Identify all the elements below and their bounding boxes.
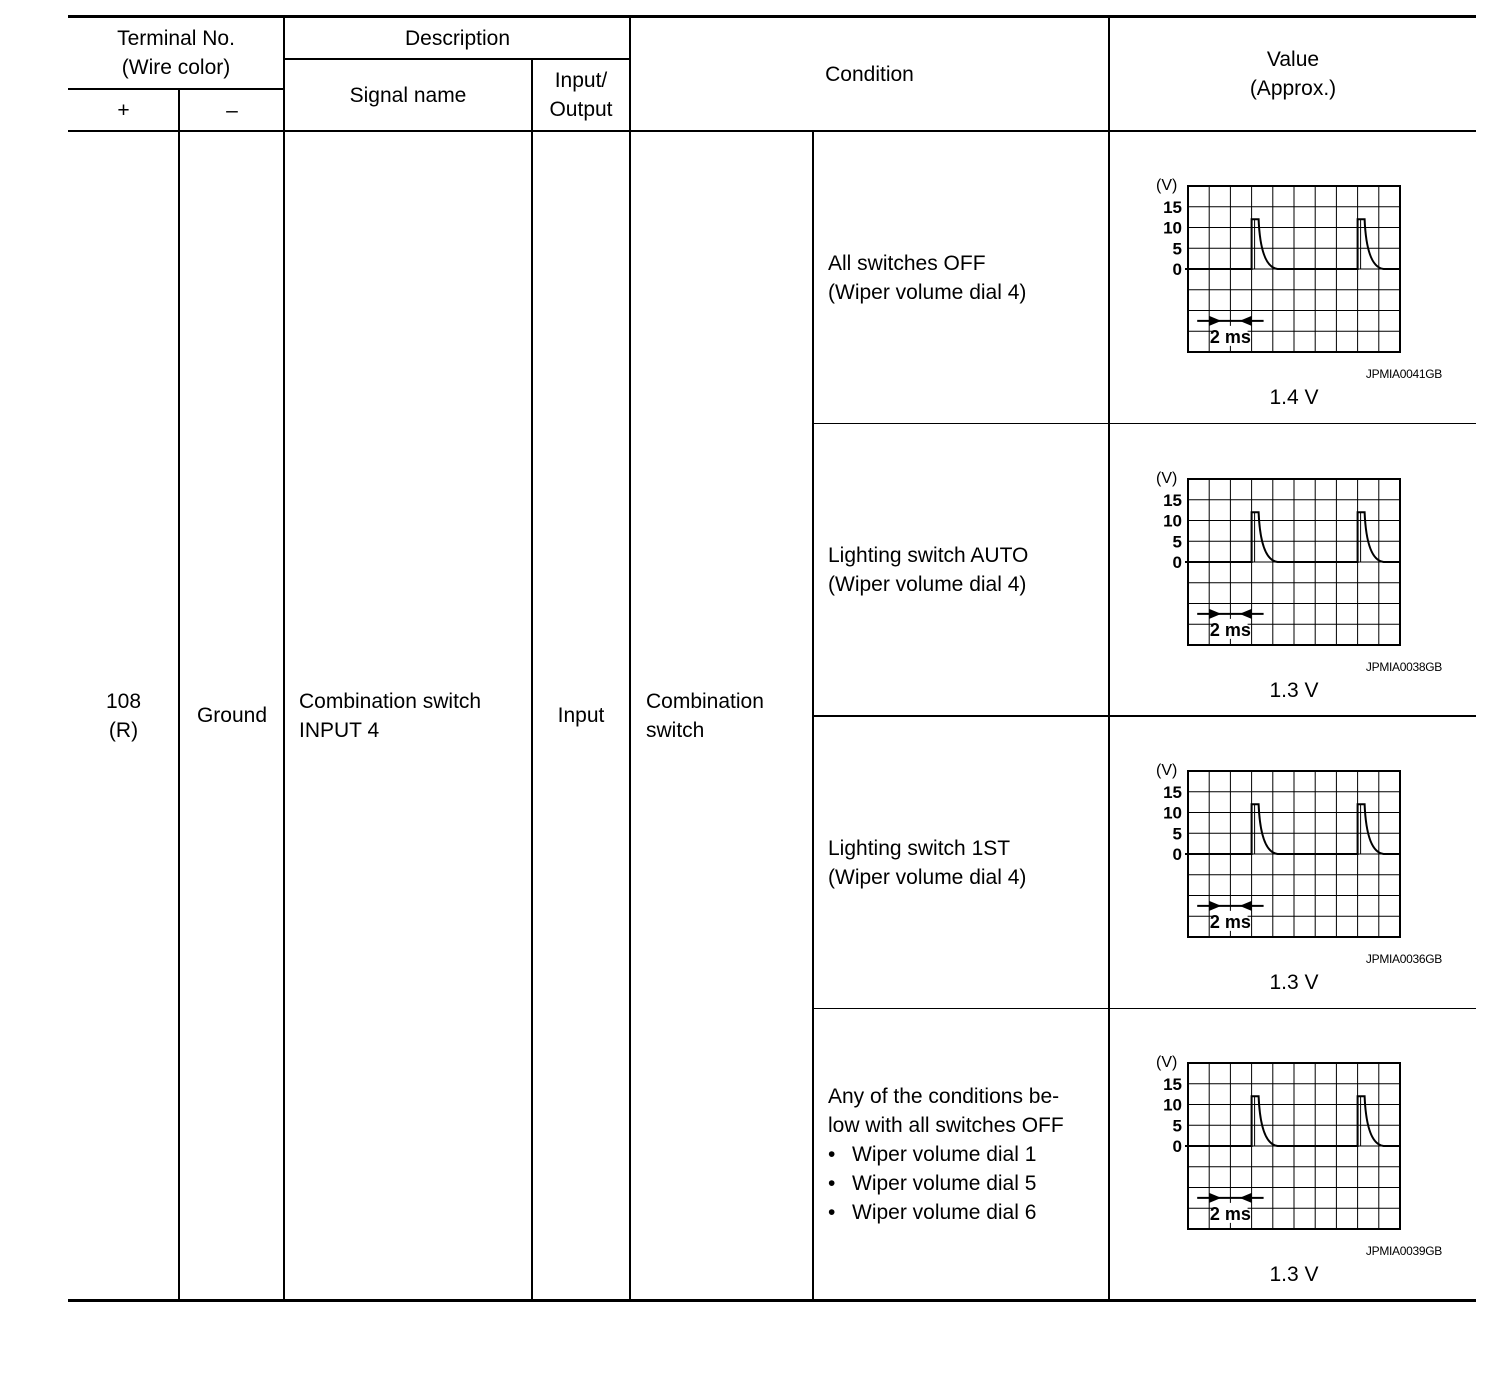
y-tick-label: 5 <box>1172 532 1182 552</box>
condition-2-line-1: Lighting switch AUTO <box>828 543 1029 567</box>
condition-4-bullet-3 <box>828 1198 1036 1227</box>
figure-code-4: JPMIA0039GB <box>1365 1244 1442 1258</box>
input-output-label-1: Input/ <box>554 69 608 92</box>
waveform-trace <box>1185 219 1400 269</box>
io-cell <box>533 132 629 1299</box>
description-label: Description <box>404 26 511 50</box>
y-tick-label: 0 <box>1172 553 1182 572</box>
y-tick-label: 10 <box>1163 511 1182 531</box>
input-output-label-2: Output <box>549 98 613 121</box>
bullet-text: Wiper volume dial 5 <box>852 1171 1037 1195</box>
terminal-number: 108 <box>105 689 142 713</box>
value-4: 1.3 V <box>1269 1263 1319 1286</box>
bullet-text: Wiper volume dial 6 <box>852 1200 1037 1224</box>
condition-4-line-2: low with all switches OFF <box>828 1113 1064 1137</box>
time-scale-label: 2 ms <box>1209 326 1251 347</box>
time-marker-arrow <box>1240 316 1252 326</box>
time-marker-arrow <box>1240 1193 1252 1203</box>
condition-1-line-1: All switches OFF <box>828 251 986 275</box>
condition-header <box>631 18 1108 130</box>
y-tick-label: 15 <box>1163 1074 1182 1094</box>
condition-2-line-2: (Wiper volume dial 4) <box>828 572 1027 596</box>
terminal-plus-cell <box>68 132 179 1299</box>
waveform-chart-4 <box>1150 1051 1410 1236</box>
bullet-text: Wiper volume dial 1 <box>852 1142 1037 1166</box>
condition-4-bullet-2 <box>828 1169 1036 1198</box>
condition-4-bullet-1 <box>828 1140 1036 1169</box>
unit-label: (V) <box>1156 762 1178 779</box>
y-tick-label: 15 <box>1163 782 1182 802</box>
y-tick-label: 5 <box>1172 239 1182 259</box>
time-marker-arrow <box>1240 609 1252 619</box>
bullet-icon: • <box>828 1200 836 1224</box>
terminal-no-header <box>68 18 284 88</box>
time-scale-label: 2 ms <box>1209 1203 1251 1224</box>
y-tick-label: 15 <box>1163 197 1182 217</box>
minus-label: – <box>226 98 238 122</box>
condition-1-line-2: (Wiper volume dial 4) <box>828 280 1027 304</box>
figure-code-3: JPMIA0036GB <box>1365 952 1442 966</box>
y-tick-label: 0 <box>1172 260 1182 279</box>
bullet-icon: • <box>828 1142 836 1166</box>
time-marker-arrow <box>1209 316 1221 326</box>
condition-cell-1 <box>828 132 1106 423</box>
terminal-no-label: Terminal No. <box>117 27 235 50</box>
terminal-wire-color: (R) <box>108 718 139 742</box>
terminal-minus-cell <box>180 132 284 1299</box>
approx-label: (Approx.) <box>1249 77 1337 100</box>
signal-name-line-1: Combination switch <box>299 689 482 713</box>
table-bottom-border <box>68 1299 1476 1302</box>
waveform-trace <box>1185 512 1400 562</box>
time-marker-arrow <box>1209 1193 1221 1203</box>
time-scale-label: 2 ms <box>1209 619 1251 640</box>
condition-3-line-1: Lighting switch 1ST <box>828 836 1011 860</box>
figure-code-2: JPMIA0038GB <box>1365 660 1442 674</box>
waveform-chart-2 <box>1150 467 1410 652</box>
condition-main-cell <box>646 132 811 1299</box>
y-tick-label: 10 <box>1163 803 1182 823</box>
minus-header <box>180 90 284 130</box>
plus-label: + <box>117 98 130 122</box>
condition-label: Condition <box>825 62 914 86</box>
unit-label: (V) <box>1156 177 1178 194</box>
waveform-chart-3 <box>1150 759 1410 944</box>
time-scale-label: 2 ms <box>1209 911 1251 932</box>
value-1: 1.4 V <box>1269 386 1319 409</box>
y-tick-label: 10 <box>1163 218 1182 238</box>
y-tick-label: 5 <box>1172 1116 1182 1136</box>
condition-cell-3 <box>828 717 1106 1008</box>
col-divider-4 <box>629 17 631 1300</box>
io-value: Input <box>557 704 605 727</box>
signal-name-line-2: INPUT 4 <box>299 718 380 742</box>
condition-main-line-2: switch <box>646 718 705 742</box>
condition-cell-4 <box>828 1009 1106 1299</box>
condition-3-line-2: (Wiper volume dial 4) <box>828 865 1027 889</box>
value-header <box>1110 18 1476 130</box>
y-tick-label: 0 <box>1172 1137 1182 1156</box>
wire-color-label: (Wire color) <box>121 56 231 79</box>
y-tick-label: 5 <box>1172 824 1182 844</box>
waveform-trace <box>1185 1096 1400 1146</box>
terminal-ground: Ground <box>196 704 268 727</box>
y-tick-label: 0 <box>1172 845 1182 864</box>
plus-header <box>68 90 179 130</box>
time-marker-arrow <box>1209 901 1221 911</box>
col-divider-6 <box>1108 17 1110 1300</box>
y-tick-label: 15 <box>1163 490 1182 510</box>
y-tick-label: 10 <box>1163 1095 1182 1115</box>
condition-4-line-1: Any of the conditions be- <box>828 1084 1060 1108</box>
condition-cell-2 <box>828 424 1106 715</box>
signal-name-header <box>285 60 531 130</box>
input-output-header <box>533 60 629 130</box>
figure-code-1: JPMIA0041GB <box>1365 367 1442 381</box>
condition-main-line-1: Combination <box>646 689 764 713</box>
value-label: Value <box>1266 48 1320 71</box>
signal-name-cell <box>299 132 529 1299</box>
waveform-trace <box>1185 804 1400 854</box>
value-2: 1.3 V <box>1269 679 1319 702</box>
description-header <box>285 18 630 58</box>
time-marker-arrow <box>1209 609 1221 619</box>
waveform-chart-1 <box>1150 174 1410 359</box>
time-marker-arrow <box>1240 901 1252 911</box>
signal-name-label: Signal name <box>349 83 467 107</box>
unit-label: (V) <box>1156 470 1178 487</box>
unit-label: (V) <box>1156 1054 1178 1071</box>
bullet-icon: • <box>828 1171 836 1195</box>
value-3: 1.3 V <box>1269 971 1319 994</box>
